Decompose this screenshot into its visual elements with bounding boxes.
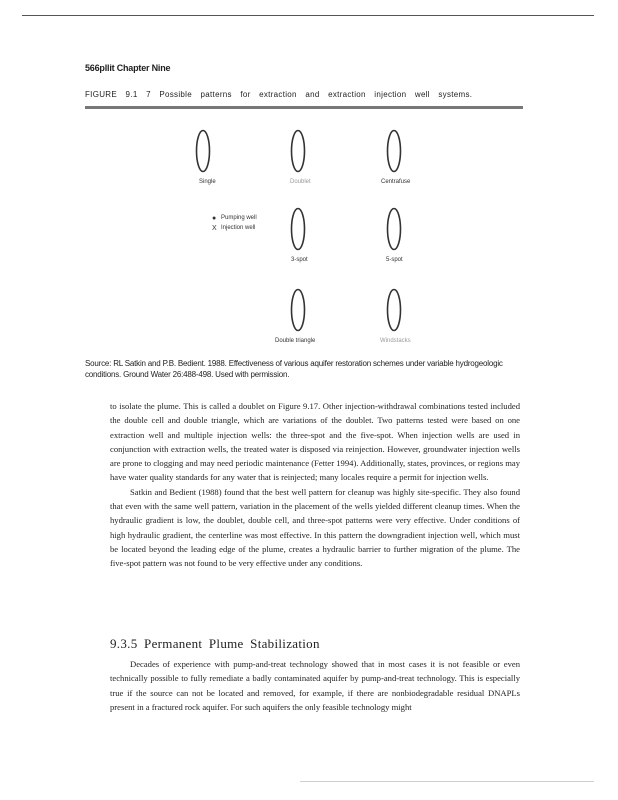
well-label-double-triangle: Double triangle [275,338,316,344]
body-text-upper [110,399,520,571]
well-label-centerline: Centrafuse [381,179,411,185]
running-header: 566pllit Chapter Nine [85,63,171,73]
body-paragraph: Satkin and Bedient (1988) found that the best well pattern for cleanup was highly site-specific. They also found that even with the same well pattern, variation in the placement of the wells yielded different cleanup times. When the hydraulic gradient is low, the doublet, double cell, and three-spot patterns were very effective. Under conditions of high hydraulic gradient, the centerline was most effective. In this pattern the downgradient injection well, which must be located beyond the leading edge of the plume, creates a hydraulic barrier to further migration of the plume. The five-spot pattern was not found to be very effective under any conditions. [110,486,520,569]
body-paragraph: to isolate the plume. This is called a doublet on Figure 9.17. Other injection-withdrawal combinations tested included the double cell and double triangle, which are variations of the doublet. Two patterns tested were based on one extraction well and multiple injection wells: the three-spot and the five-spot. When injection wells are used in conjunction with extraction wells, the treated water is disposed via reinjection. However, groundwater injection wells are prone to clogging and may need periodic maintenance (Fetter 1994). Additionally, states, provinces, or regions may have water quality standards for any water that is reinjected; many locales require a permit for injection wells. [110,401,520,483]
section-heading: 9.3.5 Permanent Plume Stabilization [110,636,320,651]
well-label-double-cell: Windstacks [380,338,411,344]
single-pattern-oval [194,128,212,174]
legend-pumping-label: Pumping well [221,215,257,221]
top-rule [22,15,594,16]
figure-source: Source: RL Satkin and P.B. Bedient. 1988. Effectiveness of various aquifer restoration schemes under variable hydrogeologic conditions. Ground Water 26:488-498. Used with permission. [85,359,503,379]
double-cell-pattern-oval [385,287,403,333]
five-spot-pattern-oval [385,206,403,252]
figure-caption: FIGURE 9.1 7 Possible patterns for extraction and extraction injection well systems. [85,90,473,99]
legend-injection-label: Injection well [221,225,256,231]
three-spot-pattern-oval [289,206,307,252]
double-triangle-pattern-oval [289,287,307,333]
legend-injection-well [212,223,257,233]
well-label-three-spot: 3-spot [291,257,308,263]
legend-pumping-well [212,213,257,223]
well-label-five-spot: 5-spot [386,257,403,263]
centerline-pattern-oval [385,128,403,174]
doublet-pattern-oval [289,128,307,174]
well-label-doublet: Doublet [290,179,311,185]
bottom-rule [300,781,594,782]
body-text-lower [110,657,520,714]
pumping-well-icon: ● [212,214,217,222]
figure-rule [85,106,523,109]
body-paragraph: Decades of experience with pump-and-treat technology showed that in most cases it is not feasible or even technically possible to fully remediate a badly contaminated aquifer by pump-and-treat technology. This is especially true if the source can not be located and removed, for example, if there are nonbiodegradable residual DNAPLs present in a fractured rock aquifer. For such aquifers the only feasible technology might [110,659,520,712]
well-label-single: Single [199,179,216,185]
figure-legend [212,213,257,233]
injection-well-icon: X [212,224,217,232]
